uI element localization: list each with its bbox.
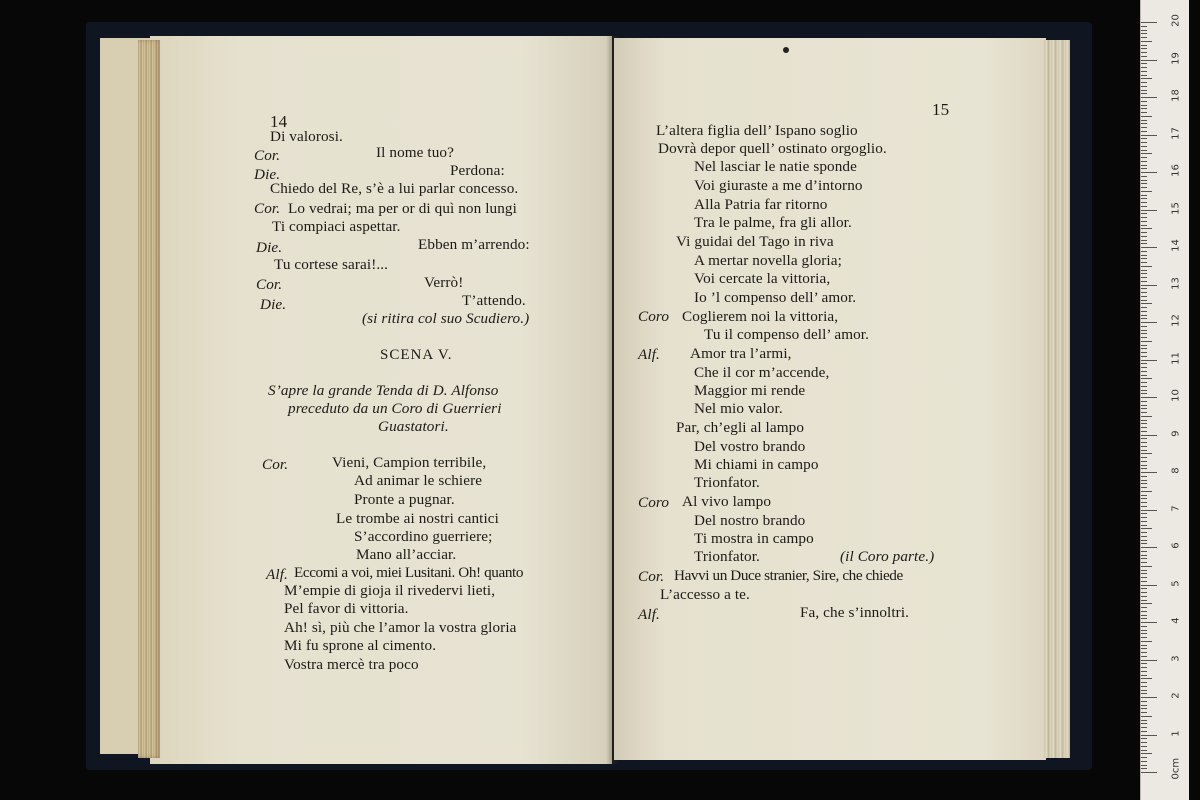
- scale-ruler: [1140, 0, 1189, 800]
- ruler-tick: [1141, 191, 1152, 192]
- ruler-tick: [1141, 633, 1147, 634]
- ruler-label: 5: [1170, 579, 1182, 587]
- ruler-tick: [1141, 240, 1147, 241]
- ruler-tick: [1141, 697, 1157, 698]
- ruler-tick: [1141, 228, 1152, 229]
- ruler-tick: [1141, 772, 1157, 773]
- ruler-tick: [1141, 371, 1147, 372]
- ruler-tick: [1141, 768, 1147, 769]
- ruler-tick: [1141, 337, 1147, 338]
- speaker-label: Cor.: [256, 276, 283, 293]
- verse-line: Nel lasciar le natie sponde: [694, 158, 857, 175]
- ruler-tick: [1141, 446, 1147, 447]
- ruler-tick: [1141, 600, 1147, 601]
- ruler-label: 13: [1170, 276, 1182, 290]
- ruler-tick: [1141, 333, 1147, 334]
- page-stack-edge-left: [138, 40, 160, 758]
- ruler-tick: [1141, 735, 1157, 736]
- ruler-label: 0cm: [1170, 757, 1182, 780]
- ruler-tick: [1141, 225, 1147, 226]
- verse-line: Lo vedrai; ma per or di quì non lungi: [288, 200, 517, 217]
- ruler-tick: [1141, 363, 1147, 364]
- ruler-tick: [1141, 465, 1147, 466]
- ruler-tick: [1141, 255, 1147, 256]
- ruler-label: 1: [1170, 729, 1182, 737]
- verse-line: Il nome tuo?: [376, 144, 454, 161]
- ruler-tick: [1141, 506, 1147, 507]
- ruler-tick: [1141, 618, 1147, 619]
- ruler-tick: [1141, 495, 1147, 496]
- verse-line: Voi giuraste a me d’intorno: [694, 177, 863, 194]
- ruler-tick: [1141, 356, 1147, 357]
- ruler-tick: [1141, 461, 1147, 462]
- ruler-label: 17: [1170, 126, 1182, 140]
- ruler-tick: [1141, 558, 1147, 559]
- verse-line: Alla Patria far ritorno: [694, 196, 828, 213]
- ruler-tick: [1141, 667, 1147, 668]
- ruler-tick: [1141, 637, 1147, 638]
- page-number-left: 14: [270, 112, 288, 131]
- ruler-tick: [1141, 641, 1152, 642]
- ruler-tick: [1141, 52, 1147, 53]
- ruler-tick: [1141, 423, 1147, 424]
- ruler-tick: [1141, 183, 1147, 184]
- ruler-tick: [1141, 532, 1147, 533]
- ruler-tick: [1141, 480, 1147, 481]
- verse-line: Eccomi a voi, miei Lusitani. Oh! quanto: [294, 564, 524, 581]
- speaker-label: Alf.: [638, 606, 660, 623]
- ruler-tick: [1141, 300, 1147, 301]
- verse-line: Vi guidai del Tago in riva: [676, 233, 834, 250]
- verse-line: T’attendo.: [462, 292, 526, 309]
- ruler-tick: [1141, 483, 1147, 484]
- ruler-tick: [1141, 247, 1157, 248]
- ruler-tick: [1141, 442, 1147, 443]
- ruler-tick: [1141, 753, 1152, 754]
- stage-direction: Guastatori.: [378, 418, 449, 435]
- ruler-tick: [1141, 701, 1147, 702]
- ruler-tick: [1141, 663, 1147, 664]
- ruler-tick: [1141, 75, 1147, 76]
- ruler-tick: [1141, 645, 1147, 646]
- speaker-label: Alf.: [266, 566, 288, 583]
- verse-line: Fa, che s’innoltri.: [800, 604, 910, 621]
- ruler-tick: [1141, 150, 1147, 151]
- ruler-tick: [1141, 757, 1147, 758]
- ruler-tick: [1141, 56, 1147, 57]
- ruler-tick: [1141, 682, 1147, 683]
- ruler-tick: [1141, 742, 1147, 743]
- ruler-tick: [1141, 375, 1147, 376]
- ruler-tick: [1141, 86, 1147, 87]
- ruler-tick: [1141, 420, 1147, 421]
- verse-line: Havvi un Duce stranier, Sire, che chiede: [674, 567, 903, 584]
- ink-spot: [783, 47, 789, 53]
- ruler-tick: [1141, 592, 1147, 593]
- ruler-tick: [1141, 502, 1147, 503]
- ruler-tick: [1141, 517, 1147, 518]
- ruler-tick: [1141, 393, 1147, 394]
- ruler-label: 14: [1170, 239, 1182, 252]
- ruler-tick: [1141, 63, 1147, 64]
- verse-line: Al vivo lampo: [682, 493, 772, 510]
- ruler-tick: [1141, 630, 1147, 631]
- ruler-tick: [1141, 528, 1152, 529]
- ruler-tick: [1141, 615, 1147, 616]
- verse-line: L’altera figlia dell’ Ispano soglio: [656, 122, 858, 139]
- ruler-tick: [1141, 555, 1147, 556]
- ruler-tick: [1141, 712, 1147, 713]
- ruler-tick: [1141, 345, 1147, 346]
- ruler-tick: [1141, 30, 1147, 31]
- verse-line: Ah! sì, più che l’amor la vostra gloria: [284, 619, 517, 636]
- ruler-tick: [1141, 273, 1147, 274]
- ruler-tick: [1141, 585, 1157, 586]
- ruler-tick: [1141, 765, 1147, 766]
- ruler-tick: [1141, 427, 1147, 428]
- ruler-tick: [1141, 521, 1147, 522]
- speaker-label: Alf.: [638, 346, 660, 363]
- ruler-tick: [1141, 412, 1147, 413]
- ruler-label: 19: [1170, 51, 1182, 65]
- ruler-tick: [1141, 71, 1147, 72]
- verse-line: Del nostro brando: [694, 512, 806, 529]
- ruler-label: 12: [1170, 314, 1182, 327]
- ruler-tick: [1141, 731, 1147, 732]
- ruler-tick: [1141, 678, 1152, 679]
- ruler-tick: [1141, 386, 1147, 387]
- verse-line: M’empie di gioja il rivedervi lieti,: [284, 582, 496, 599]
- ruler-tick: [1141, 746, 1147, 747]
- ruler-tick: [1141, 303, 1152, 304]
- ruler-tick: [1141, 540, 1147, 541]
- ruler-tick: [1141, 168, 1147, 169]
- ruler-tick: [1141, 562, 1147, 563]
- ruler-tick: [1141, 37, 1147, 38]
- verse-line: Dovrà depor quell’ ostinato orgoglio.: [658, 140, 887, 157]
- ruler-tick: [1141, 390, 1147, 391]
- ruler-tick: [1141, 142, 1147, 143]
- ruler-tick: [1141, 195, 1147, 196]
- verse-line: Perdona:: [450, 162, 505, 179]
- ruler-tick: [1141, 536, 1147, 537]
- ruler-tick: [1141, 135, 1157, 136]
- ruler-tick: [1141, 397, 1157, 398]
- ruler-tick: [1141, 326, 1147, 327]
- ruler-tick: [1141, 607, 1147, 608]
- verse-line: Amor tra l’armi,: [690, 345, 792, 362]
- ruler-tick: [1141, 120, 1147, 121]
- ruler-tick: [1141, 596, 1147, 597]
- speaker-label: Cor.: [254, 200, 281, 217]
- ruler-tick: [1141, 435, 1157, 436]
- ruler-tick: [1141, 78, 1152, 79]
- ruler-tick: [1141, 588, 1147, 589]
- verse-line: Le trombe ai nostri cantici: [336, 510, 499, 527]
- ruler-tick: [1141, 401, 1147, 402]
- verse-line: Mano all’acciar.: [356, 546, 457, 563]
- verse-line: Tu il compenso dell’ amor.: [704, 326, 870, 343]
- ruler-tick: [1141, 161, 1147, 162]
- speaker-label: Coro: [638, 494, 670, 511]
- ruler-tick: [1141, 690, 1147, 691]
- ruler-tick: [1141, 367, 1147, 368]
- ruler-tick: [1141, 108, 1147, 109]
- ruler-tick: [1141, 750, 1147, 751]
- page-stack-edge-right: [1044, 40, 1070, 758]
- ruler-tick: [1141, 221, 1147, 222]
- ruler-tick: [1141, 656, 1147, 657]
- verse-line: Ebben m’arrendo:: [418, 236, 530, 253]
- ruler-tick: [1141, 270, 1147, 271]
- ruler-tick: [1141, 551, 1147, 552]
- ruler-tick: [1141, 311, 1147, 312]
- ruler-tick: [1141, 45, 1147, 46]
- verse-line: Vostra mercè tra poco: [284, 656, 419, 673]
- verse-line: Par, ch’egli al lampo: [676, 419, 805, 436]
- ruler-tick: [1141, 438, 1147, 439]
- ruler-tick: [1141, 716, 1152, 717]
- ruler-label: 3: [1170, 654, 1182, 662]
- ruler-tick: [1141, 187, 1147, 188]
- ruler-tick: [1141, 165, 1147, 166]
- ruler-label: 9: [1170, 429, 1182, 437]
- speaker-label: Die.: [254, 166, 281, 183]
- ruler-tick: [1141, 217, 1147, 218]
- ruler-tick: [1141, 487, 1147, 488]
- stage-direction: (il Coro parte.): [840, 548, 935, 565]
- ruler-tick: [1141, 348, 1147, 349]
- verse-line: Chiedo del Re, s’è a lui parlar concesso.: [270, 180, 519, 197]
- ruler-tick: [1141, 450, 1147, 451]
- ruler-tick: [1141, 180, 1147, 181]
- ruler-label: 8: [1170, 467, 1182, 474]
- ruler-tick: [1141, 727, 1147, 728]
- verse-line: Ti mostra in campo: [694, 530, 814, 547]
- ruler-tick: [1141, 258, 1147, 259]
- ruler-tick: [1141, 285, 1157, 286]
- ruler-tick: [1141, 457, 1147, 458]
- ruler-tick: [1141, 322, 1157, 323]
- ruler-tick: [1141, 296, 1147, 297]
- speaker-label: Cor.: [254, 147, 281, 164]
- ruler-label: 11: [1170, 351, 1182, 365]
- ruler-tick: [1141, 198, 1147, 199]
- ruler-tick: [1141, 705, 1147, 706]
- ruler-tick: [1141, 318, 1147, 319]
- ruler-tick: [1141, 573, 1147, 574]
- ruler-tick: [1141, 307, 1147, 308]
- ruler-tick: [1141, 292, 1147, 293]
- ruler-tick: [1141, 213, 1147, 214]
- verse-line: Trionfator.: [694, 548, 760, 565]
- ruler-tick: [1141, 153, 1152, 154]
- verse-line: Nel mio valor.: [694, 400, 783, 417]
- ruler-tick: [1141, 146, 1147, 147]
- ruler-tick: [1141, 491, 1152, 492]
- ruler-tick: [1141, 648, 1147, 649]
- ruler-tick: [1141, 761, 1147, 762]
- speaker-label: Die.: [256, 239, 283, 256]
- ruler-tick: [1141, 82, 1147, 83]
- ruler-tick: [1141, 570, 1147, 571]
- ruler-tick: [1141, 498, 1147, 499]
- ruler-tick: [1141, 93, 1147, 94]
- ruler-tick: [1141, 116, 1152, 117]
- ruler-tick: [1141, 236, 1147, 237]
- verse-line: Coglierem noi la vittoria,: [682, 308, 839, 325]
- verse-line: Che il cor m’accende,: [694, 364, 830, 381]
- ruler-tick: [1141, 603, 1152, 604]
- ruler-tick: [1141, 157, 1147, 158]
- ruler-tick: [1141, 468, 1147, 469]
- ruler-label: 10: [1170, 389, 1182, 402]
- verse-line: Ad animar le schiere: [354, 472, 483, 489]
- scene-heading: SCENA V.: [380, 347, 453, 363]
- ruler-tick: [1141, 708, 1147, 709]
- verse-line: Mi chiami in campo: [694, 456, 819, 473]
- ruler-tick: [1141, 720, 1147, 721]
- verse-line: Mi fu sprone al cimento.: [284, 637, 437, 654]
- ruler-tick: [1141, 97, 1157, 98]
- ruler-tick: [1141, 67, 1147, 68]
- verse-line: Pronte a pugnar.: [354, 491, 455, 508]
- ruler-tick: [1141, 611, 1147, 612]
- ruler-tick: [1141, 131, 1147, 132]
- verse-line: A mertar novella gloria;: [694, 252, 842, 269]
- ruler-tick: [1141, 723, 1147, 724]
- stage-direction: (si ritira col suo Scudiero.): [362, 310, 530, 327]
- speaker-label: Cor.: [638, 568, 665, 585]
- ruler-tick: [1141, 360, 1157, 361]
- ruler-label: 15: [1170, 201, 1182, 215]
- ruler-tick: [1141, 453, 1152, 454]
- verse-line: Tu cortese sarai!...: [274, 256, 389, 273]
- speaker-label: Cor.: [262, 456, 289, 473]
- ruler-tick: [1141, 123, 1147, 124]
- ruler-tick: [1141, 543, 1147, 544]
- verse-line: Del vostro brando: [694, 438, 806, 455]
- ruler-tick: [1141, 105, 1147, 106]
- verse-line: Di valorosi.: [270, 128, 343, 145]
- ruler-tick: [1141, 738, 1147, 739]
- ruler-tick: [1141, 277, 1147, 278]
- ruler-tick: [1141, 90, 1147, 91]
- ruler-tick: [1141, 262, 1147, 263]
- ruler-tick: [1141, 60, 1157, 61]
- ruler-tick: [1141, 405, 1147, 406]
- ruler-tick: [1141, 476, 1147, 477]
- ruler-tick: [1141, 378, 1152, 379]
- ruler-tick: [1141, 352, 1147, 353]
- ruler-tick: [1141, 243, 1147, 244]
- ruler-tick: [1141, 315, 1147, 316]
- verse-line: S’accordino guerriere;: [354, 528, 493, 545]
- ruler-tick: [1141, 210, 1157, 211]
- ruler-tick: [1141, 288, 1147, 289]
- ruler-tick: [1141, 48, 1147, 49]
- ruler-label: 18: [1170, 89, 1182, 102]
- page-number-right: 15: [932, 100, 950, 119]
- ruler-tick: [1141, 232, 1147, 233]
- ruler-tick: [1141, 266, 1152, 267]
- ruler-tick: [1141, 408, 1147, 409]
- ruler-tick: [1141, 693, 1147, 694]
- stage-direction: S’apre la grande Tenda di D. Alfonso: [268, 382, 499, 399]
- speaker-label: Die.: [260, 296, 287, 313]
- ruler-tick: [1141, 33, 1147, 34]
- ruler-tick: [1141, 581, 1147, 582]
- ruler-tick: [1141, 547, 1157, 548]
- ruler-tick: [1141, 622, 1157, 623]
- ruler-tick: [1141, 510, 1157, 511]
- right-page: [614, 38, 1046, 760]
- ruler-label: 2: [1170, 692, 1182, 699]
- ruler-tick: [1141, 577, 1147, 578]
- ruler-tick: [1141, 22, 1157, 23]
- ruler-tick: [1141, 652, 1147, 653]
- verse-line: Pel favor di vittoria.: [284, 600, 409, 617]
- ruler-tick: [1141, 251, 1147, 252]
- ruler-label: 16: [1170, 164, 1182, 177]
- ruler-tick: [1141, 382, 1147, 383]
- ruler-tick: [1141, 26, 1147, 27]
- ruler-tick: [1141, 686, 1147, 687]
- ruler-label: 4: [1170, 617, 1182, 624]
- verse-line: Tra le palme, fra gli allor.: [694, 214, 852, 231]
- ruler-tick: [1141, 176, 1147, 177]
- left-page: [150, 36, 612, 764]
- ruler-label: 7: [1170, 504, 1182, 512]
- ruler-tick: [1141, 101, 1147, 102]
- ruler-tick: [1141, 127, 1147, 128]
- ruler-tick: [1141, 626, 1147, 627]
- verse-line: Maggior mi rende: [694, 382, 806, 399]
- verse-line: Vieni, Campion terribile,: [332, 454, 487, 471]
- verse-line: Verrò!: [424, 274, 464, 291]
- ruler-tick: [1141, 525, 1147, 526]
- verse-line: Trionfator.: [694, 474, 760, 491]
- ruler-tick: [1141, 138, 1147, 139]
- ruler-tick: [1141, 513, 1147, 514]
- ruler-tick: [1141, 341, 1152, 342]
- ruler-tick: [1141, 566, 1152, 567]
- ruler-tick: [1141, 416, 1152, 417]
- verse-line: Ti compiaci aspettar.: [272, 218, 401, 235]
- ruler-tick: [1141, 660, 1157, 661]
- ruler-label: 6: [1170, 542, 1182, 549]
- ruler-tick: [1141, 172, 1157, 173]
- ruler-tick: [1141, 41, 1152, 42]
- ruler-tick: [1141, 671, 1147, 672]
- ruler-tick: [1141, 281, 1147, 282]
- ruler-tick: [1141, 431, 1147, 432]
- verse-line: Io ’l compenso dell’ amor.: [694, 289, 857, 306]
- ruler-label: 20: [1170, 14, 1182, 27]
- verse-line: Voi cercate la vittoria,: [694, 270, 831, 287]
- ruler-tick: [1141, 206, 1147, 207]
- ruler-tick: [1141, 112, 1147, 113]
- ruler-tick: [1141, 472, 1157, 473]
- speaker-label: Coro: [638, 308, 670, 325]
- verse-line: L’accesso a te.: [660, 586, 750, 603]
- ruler-tick: [1141, 202, 1147, 203]
- ruler-tick: [1141, 675, 1147, 676]
- stage-direction: preceduto da un Coro di Guerrieri: [288, 400, 502, 417]
- ruler-tick: [1141, 330, 1147, 331]
